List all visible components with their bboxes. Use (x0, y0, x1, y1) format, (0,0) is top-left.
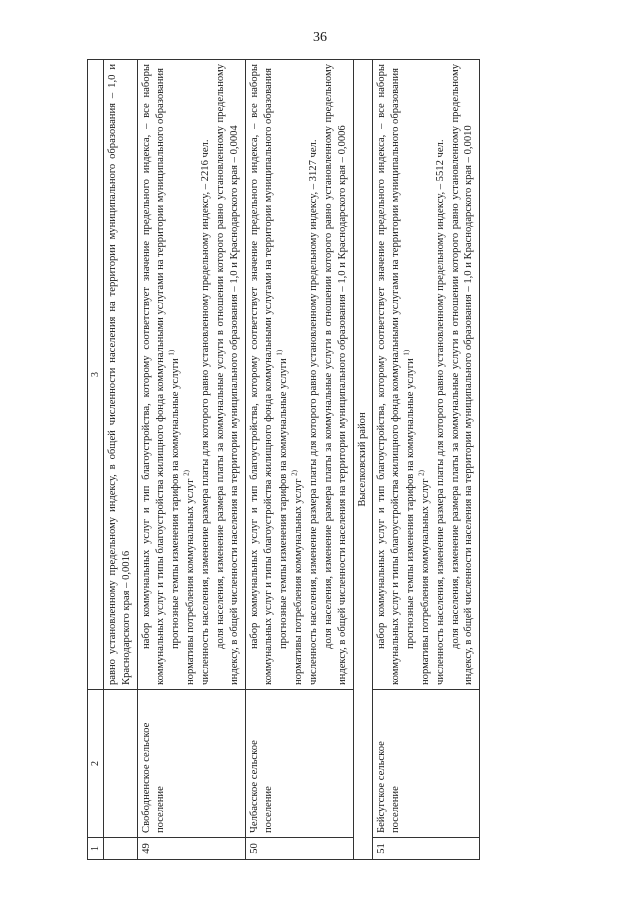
header-col-3: 3 (88, 60, 104, 690)
continuation-text: равно установленному предельному индексу, в общей численности населения на территории муниципального образования – 1,0 и Краснодарского края – 0,0016 (107, 64, 133, 685)
row-description: набор коммунальных услуг и тип благоустройства, которому соответствует значение предельного индекса, – все наборы коммунальных услуг и типы благоустройства жилищного фонда коммунальными услугами на территории муниципального образования прогнозные темпы изменения тарифов на коммунальные услуги $^{1)}$ нормативы потребления коммунальных услуг $^{2)}$ численность населения, изменение размера платы для которого равно установленному предельному индексу, – 2216 чел. доля населения, изменение размера платы за коммунальные услуги в отношении которого равно установленному предельному индексу, в общей численности населения на территории муниципального образования – 1,0 и Краснодарского края – 0,0004 (138, 60, 246, 690)
data-table (87, 59, 480, 860)
header-row (88, 60, 104, 860)
settlement-name: Свободненское сельское поселение (138, 690, 246, 838)
row-description: набор коммунальных услуг и тип благоустройства, которому соответствует значение предельного индекса, – все наборы коммунальных услуг и типы благоустройства жилищного фонда коммунальными услугами на территории муниципального образования прогнозные темпы изменения тарифов на коммунальные услуги $^{1)}$ нормативы потребления коммунальных услуг $^{2)}$ численность населения, изменение размера платы для которого равно установленному предельному индексу, – 3127 чел. доля населения, изменение размера платы за коммунальные услуги в отношении которого равно установленному предельному индексу, в общей численности населения на территории муниципального образования – 1,0 и Краснодарского края – 0,0006 (245, 60, 353, 690)
table-row (138, 60, 246, 860)
district-heading: Выселковский район (353, 60, 372, 860)
header-col-2: 2 (88, 690, 104, 838)
district-row (353, 60, 372, 860)
page-number: 36 (313, 30, 327, 45)
continuation-row (104, 60, 138, 860)
settlement-name: Бейсугское сельское поселение (372, 690, 480, 838)
settlement-name: Челбасское сельское поселение (245, 690, 353, 838)
header-col-1: 1 (88, 838, 104, 860)
table-row (245, 60, 353, 860)
rotated-table-container (87, 60, 567, 860)
row-number: 50 (245, 838, 353, 860)
table-row (372, 60, 480, 860)
row-description: набор коммунальных услуг и тип благоустройства, которому соответствует значение предельного индекса, – все наборы коммунальных услуг и типы благоустройства жилищного фонда коммунальными услугами на территории муниципального образования прогнозные темпы изменения тарифов на коммунальные услуги $^{1)}$ нормативы потребления коммунальных услуг $^{2)}$ численность населения, изменение размера платы для которого равно установленному предельному индексу, – 5512 чел. доля населения, изменение размера платы за коммунальные услуги в отношении которого равно установленному предельному индексу, в общей численности населения на территории муниципального образования – 1,0 и Краснодарского края – 0,0010 (372, 60, 480, 690)
row-number: 49 (138, 838, 246, 860)
row-number: 51 (372, 838, 480, 860)
